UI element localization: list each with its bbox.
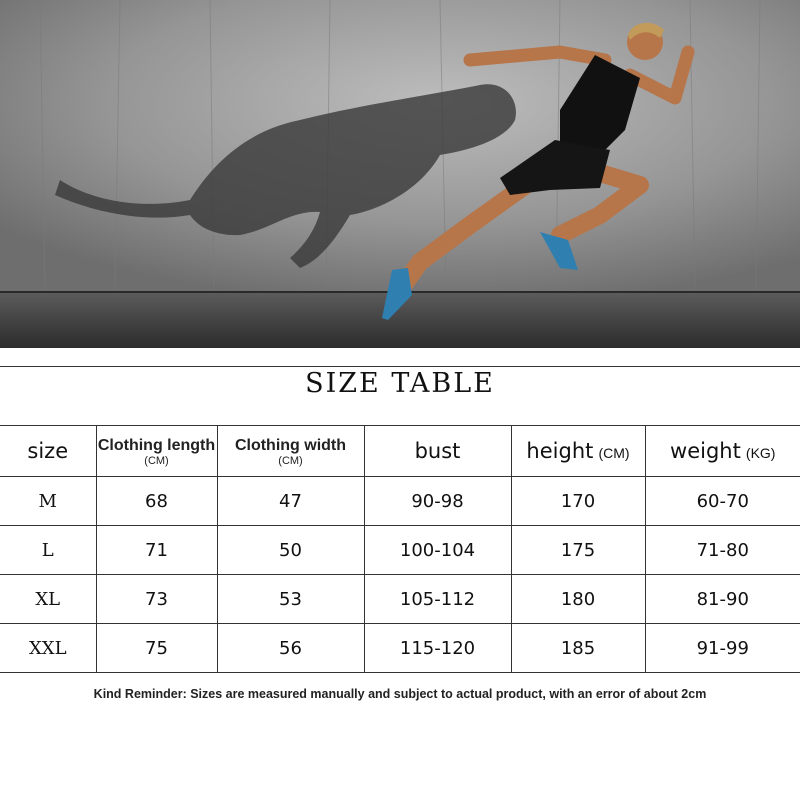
cell-length: 75 [96, 624, 217, 673]
header-clothing-length: Clothing length (CM) [96, 426, 217, 477]
size-table [0, 425, 800, 673]
cell-height: 180 [511, 575, 645, 624]
runner-illustration [0, 0, 800, 348]
cell-bust: 105-112 [364, 575, 511, 624]
cell-width: 56 [217, 624, 364, 673]
header-clothing-width: Clothing width (CM) [217, 426, 364, 477]
cell-width: 53 [217, 575, 364, 624]
cell-length: 68 [96, 477, 217, 526]
cell-height: 185 [511, 624, 645, 673]
cell-width: 50 [217, 526, 364, 575]
title-rule-top [0, 366, 800, 367]
cell-height: 170 [511, 477, 645, 526]
cell-weight: 71-80 [645, 526, 800, 575]
cell-size: L [0, 526, 96, 575]
cell-bust: 115-120 [364, 624, 511, 673]
cell-size: XXL [0, 624, 96, 673]
table-row [0, 526, 800, 575]
header-size: size [0, 426, 96, 477]
header-bust: bust [364, 426, 511, 477]
cell-bust: 100-104 [364, 526, 511, 575]
page-title: SIZE TABLE [305, 368, 495, 399]
cell-size: XL [0, 575, 96, 624]
table-header-row [0, 426, 800, 477]
cell-size: M [0, 477, 96, 526]
cell-weight: 60-70 [645, 477, 800, 526]
cell-length: 71 [96, 526, 217, 575]
header-weight: weight (KG) [645, 426, 800, 477]
cell-length: 73 [96, 575, 217, 624]
header-height: height (CM) [511, 426, 645, 477]
cell-width: 47 [217, 477, 364, 526]
hero-photo [0, 0, 800, 348]
cell-weight: 91-99 [645, 624, 800, 673]
cell-bust: 90-98 [364, 477, 511, 526]
cell-height: 175 [511, 526, 645, 575]
table-row [0, 575, 800, 624]
kind-reminder: Kind Reminder: Sizes are measured manually and subject to actual product, with an error of about 2cm [93, 687, 707, 701]
cell-weight: 81-90 [645, 575, 800, 624]
table-row [0, 624, 800, 673]
table-row [0, 477, 800, 526]
